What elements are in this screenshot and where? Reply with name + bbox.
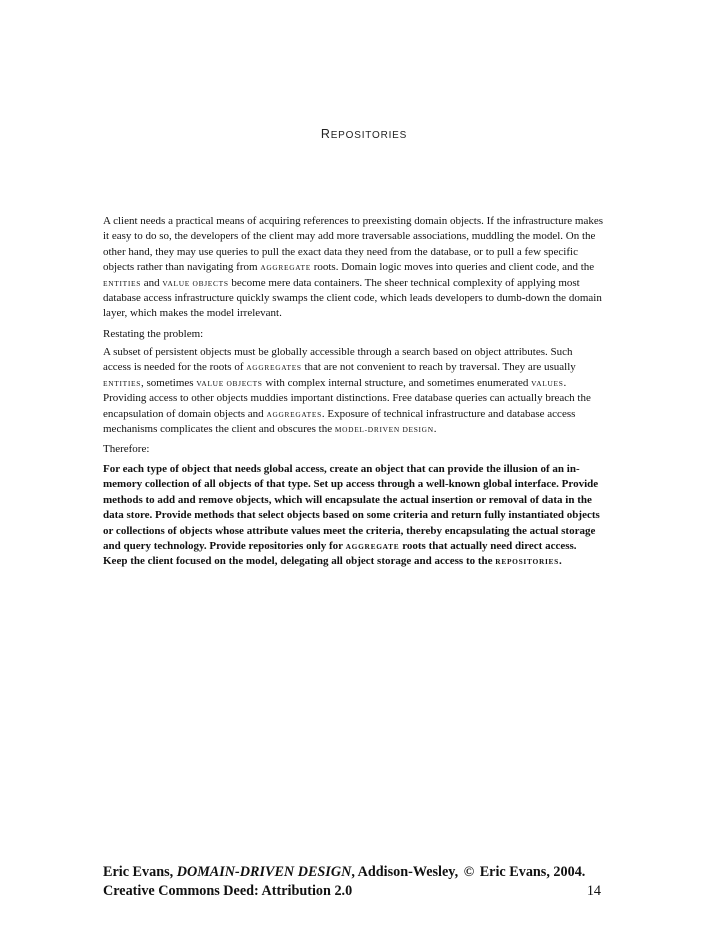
text-run: , sometimes <box>141 376 197 389</box>
pattern-term: AGGREGATE <box>345 542 400 552</box>
text-run: . Exposure of technical infrastructure and database access mechanisms complicates the client and obscures the <box>103 407 576 436</box>
footer-author: Eric Evans, <box>103 864 177 880</box>
text-run: A client needs a practical means of acquiring references to preexisting domain objects. If the infrastructure makes it easy to do so, the developers of the client may add more traversable associations, muddling the model. On the other hand, they may use queries to pull the exact data they need from the database, or to pull a few specific objects rather than navigating from <box>103 215 603 274</box>
text-run: that are not convenient to reach by traversal. They are usually <box>301 361 576 374</box>
pattern-term: VALUE OBJECTS <box>162 278 229 288</box>
text-run: roots that actually need direct access. Keep the client focused on the model, delegating all object storage and access to the <box>103 540 577 568</box>
pattern-term: AGGREGATES <box>246 363 302 373</box>
footer-publisher: , Addison-Wesley, <box>351 864 462 880</box>
solution-paragraph <box>103 462 603 570</box>
text-run: roots. Domain logic moves into queries and client code, and the <box>310 261 595 274</box>
section-title-initial: R <box>320 127 331 141</box>
footer-citation <box>103 863 603 882</box>
footer-license: Creative Commons Deed: Attribution 2.0 <box>103 883 353 899</box>
text-run: become mere data containers. The sheer technical complexity of applying most database access infrastructure quickly swamps the client code, which leads developers to dumb-down the domain layer, which makes the model irrelevant. <box>103 276 602 320</box>
therefore-text: Therefore: <box>103 443 150 455</box>
pattern-term: MODEL-DRIVEN DESIGN <box>334 425 434 435</box>
text-run: with complex internal structure, and sometimes enumerated <box>262 376 532 389</box>
section-title <box>0 127 728 141</box>
pattern-term: AGGREGATE <box>260 263 311 273</box>
text-run: . <box>433 423 437 436</box>
pattern-term: ENTITIES <box>103 378 142 388</box>
restating-text: Restating the problem: <box>103 328 204 340</box>
problem-paragraph <box>103 345 603 437</box>
text-run: . <box>559 555 562 568</box>
restating-label <box>103 327 603 342</box>
footer-license-row <box>103 882 603 901</box>
pattern-term: REPOSITORIES <box>495 557 559 567</box>
pattern-term: VALUES <box>531 378 564 388</box>
text-run: . Providing access to other objects muddies important distinctions. Free database queries can actually breach the encapsulation of domain objects and <box>103 376 591 420</box>
copyright-icon: © <box>463 865 475 880</box>
footer-copyright-holder: Eric Evans, 2004. <box>476 864 586 880</box>
pattern-term: AGGREGATES <box>266 409 322 419</box>
intro-paragraph <box>103 214 603 322</box>
page-number: 14 <box>586 883 601 899</box>
pattern-term: ENTITIES <box>103 278 142 288</box>
text-run: For each type of object that needs global access, create an object that can provide the illusion of an in-memory collection of all objects of that type. Set up access through a well-known global interface. Provide methods to add and remove objects, which will encapsulate the actual insertion or removal of data in the data store. Provide methods that select objects based on some criteria and return fully instantiated objects or collections of objects whose attribute values meet the criteria, thereby encapsulating the actual storage and query technology. Provide repositories only for <box>103 463 600 553</box>
page-footer <box>103 863 603 901</box>
text-run: A subset of persistent objects must be globally accessible through a search based on object attributes. Such access is needed for the roots of <box>103 346 573 374</box>
footer-book-title: DOMAIN-DRIVEN DESIGN <box>176 864 352 880</box>
text-run: and <box>141 276 163 289</box>
pattern-term: VALUE OBJECTS <box>196 378 263 388</box>
therefore-label <box>103 442 603 457</box>
section-title-rest: EPOSITORIES <box>330 130 408 141</box>
